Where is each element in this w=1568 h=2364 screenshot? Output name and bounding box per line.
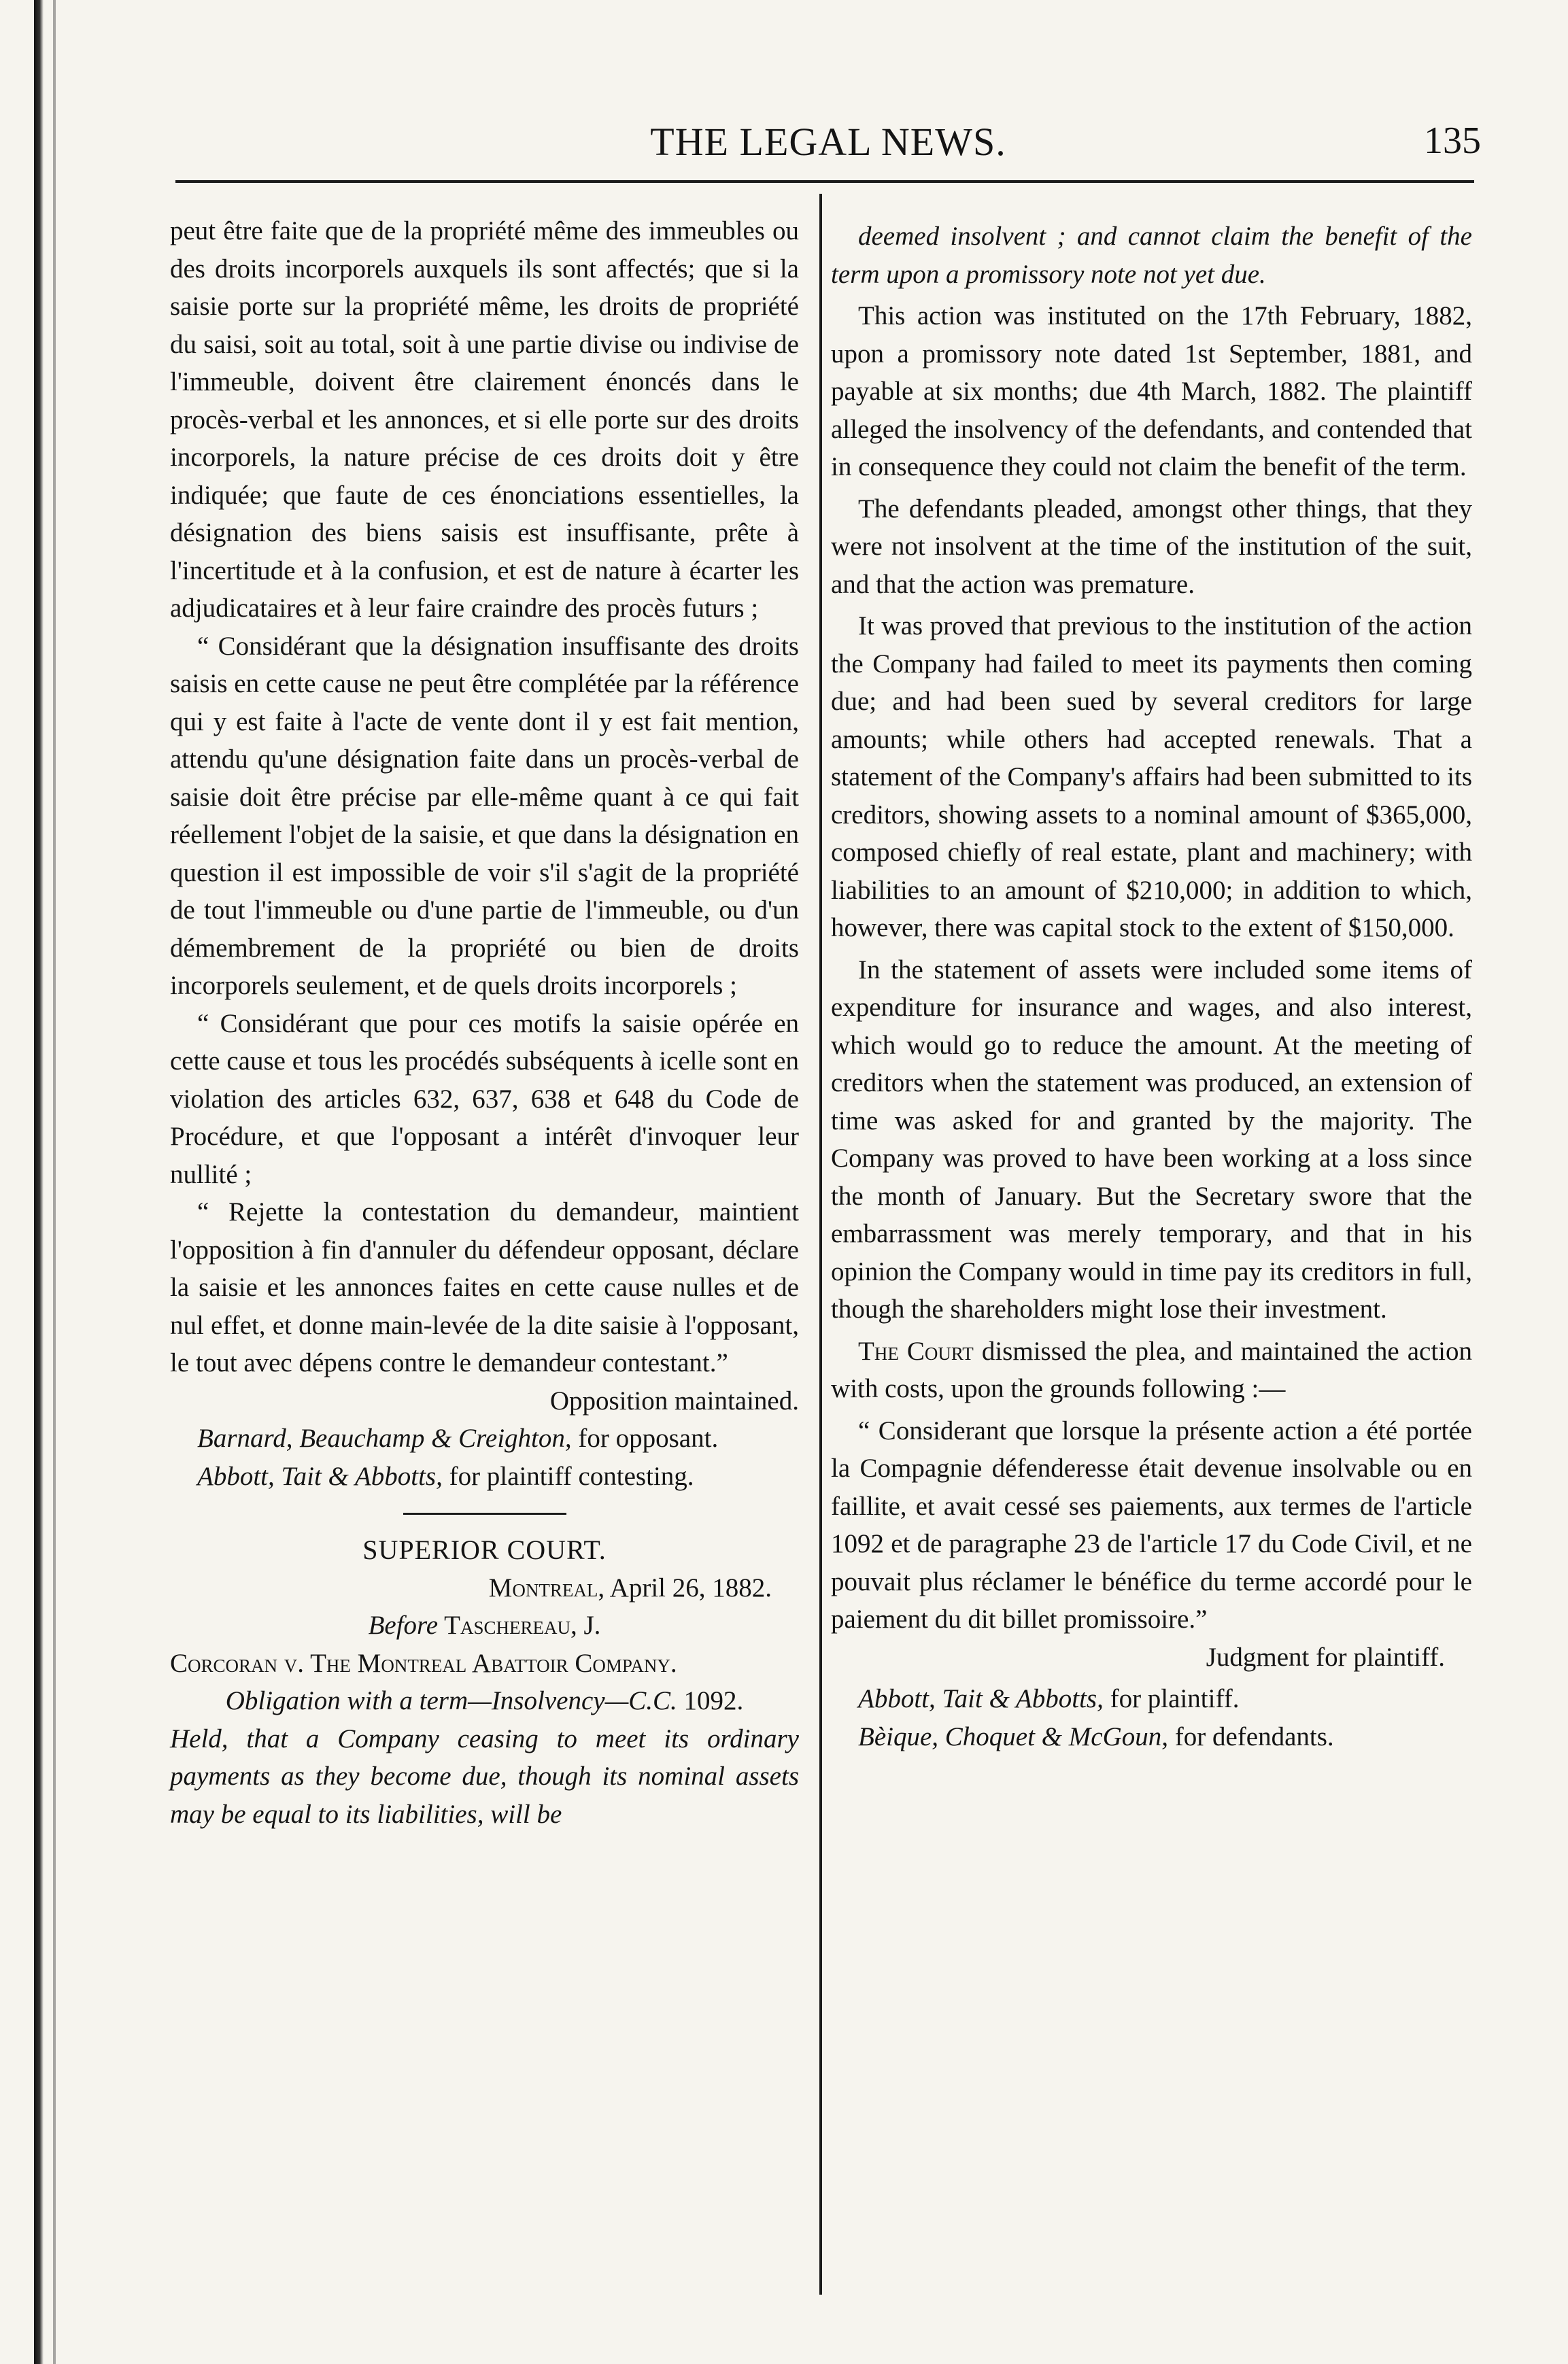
column-divider xyxy=(819,194,822,2295)
judge-name: Taschereau, J. xyxy=(438,1611,601,1640)
right-column xyxy=(831,218,1472,1755)
counsel-names: Barnard, Beauchamp & Creighton, xyxy=(197,1424,572,1453)
counsel-line xyxy=(170,1458,799,1496)
case-title: Corcoran v. The Montreal Abattoir Company. xyxy=(170,1648,677,1678)
counsel-role: for defendants. xyxy=(1168,1721,1334,1751)
paragraph: “ Rejette la contestation du demandeur, maintient l'opposition à fin d'annuler du défendeur opposant, déclare la saisie et les annonces faites en cette cause nulles et de nul effet, et donne main-levée de la dite saisie à l'opposant, le tout avec dépens contre le demandeur contestant.” xyxy=(170,1197,799,1377)
counsel-line xyxy=(831,1680,1472,1718)
paragraph: “ Considérant que pour ces motifs la saisie opérée en cette cause et tous les procédés subséquents à icelle sont en violation des articles 632, 637, 638 et 648 du Code de Procédure, et que l'opposant a intérêt d'invoquer leur nullité ; xyxy=(170,1008,799,1189)
counsel-names: Bèique, Choquet & McGoun, xyxy=(858,1721,1168,1751)
paragraph: In the statement of assets were included some items of expenditure for insurance and wages, and also interest, which would go to reduce the amount. At the meeting of creditors when the statement was produced, an extension of time was asked for and granted by the majority. The Company was proved to have been working at a loss since the month of January. But the Secretary swore that the embarrassment was merely temporary, and that in his opinion the Company would in time pay its creditors in full, though the shareholders might lose their investment. xyxy=(831,955,1472,1324)
journal-title: THE LEGAL NEWS. xyxy=(650,120,1006,164)
court-heading: SUPERIOR COURT. xyxy=(362,1535,607,1565)
counsel-role: for plaintiff. xyxy=(1103,1684,1240,1713)
paragraph: peut être faite que de la propriété même des immeubles ou des droits incorporels auxquels ils sont affectés; que si la saisie porte sur la propriété même, les droits de propriété du saisi, soit au total, soit à une partie divise ou indivise de l'immeuble, doivent être clairement énoncés dans le procès-verbal et les annonces, et si elle porte sur des droits incorporels, la nature précise de ces droits doit y être indiquée; que faute de ces énonciations essentielles, la désignation des biens saisis est insuffisante, prête à l'incertitude et à la confusion, et est de nature à écarter les adjudicataires et à leur faire craindre des procès futurs ; xyxy=(170,216,799,623)
held-summary-cont: deemed insolvent ; and cannot claim the benefit of the term upon a promissory note not yet due. xyxy=(831,222,1472,289)
judge-line xyxy=(170,1607,799,1645)
before-label: Before xyxy=(368,1611,439,1640)
counsel-role: for opposant. xyxy=(571,1424,719,1453)
place: Montreal, xyxy=(488,1573,605,1603)
paragraph: “ Considerant que lorsque la présente action a été portée la Compagnie défenderesse était devenue insolvable ou en faillite, et avait cessé ses paiements, aux termes de l'article 1092 et de paragraphe 23 de l'article 17 du Code Civil, et ne pouvait plus réclamer le bénéfice du terme accordé pour le paiement du dit billet promissoire.” xyxy=(831,1416,1472,1634)
held-label: Held, xyxy=(170,1724,228,1753)
paragraph: “ Considérant que la désignation insuffisante des droits saisis en cette cause ne peut être complétée par la référence qui y est faite à l'acte de vente dont il y est fait mention, attendu qu'une désignation faite dans un procès-verbal de saisie doit être précise par elle-même quant à ce qui fait réellement l'objet de la saisie, et que dans la désignation en question il est impossible de voir s'il s'agit de la propriété de tout l'immeuble ou d'une partie de l'immeuble, ou d'un démembrement de la propriété ou bien de droits incorporels seulement, et de quels droits incorporels ; xyxy=(170,631,799,1000)
case-subject xyxy=(170,1682,799,1720)
judgment: Judgment for plaintiff. xyxy=(1206,1642,1445,1672)
left-column xyxy=(170,212,799,1833)
paragraph: The defendants pleaded, amongst other things, that they were not insolvent at the time of the institution of the suit, and that the action was premature. xyxy=(831,494,1472,599)
header-rule xyxy=(175,180,1474,183)
paragraph xyxy=(831,1333,1472,1408)
court-label: The Court xyxy=(858,1336,974,1366)
place-date xyxy=(170,1569,799,1607)
section-divider xyxy=(403,1513,566,1515)
page-header xyxy=(175,119,1481,180)
paragraph-text: dismissed the plea, and maintained the action with costs, upon the grounds following :— xyxy=(831,1336,1472,1403)
case-result: Opposition maintained. xyxy=(549,1386,799,1416)
held-text: that a Company ceasing to meet its ordinary payments as they become due, though its nominal assets may be equal to its liabilities, will be xyxy=(170,1724,799,1829)
counsel-role: for plaintiff contesting. xyxy=(442,1461,694,1491)
counsel-names: Abbott, Tait & Abbotts, xyxy=(858,1684,1104,1713)
counsel-names: Abbott, Tait & Abbotts, xyxy=(197,1461,443,1491)
binding-edge xyxy=(34,0,44,2364)
paragraph: It was proved that previous to the institution of the action the Company had failed to meet its payments then coming due; and had been sued by several creditors for large amounts; while others had accepted renewals. That a statement of the Company's affairs had been submitted to its creditors, showing assets to a nominal amount of $365,000, composed chiefly of real estate, plant and machinery; with liabilities to an amount of $210,000; in addition to which, however, there was capital stock to the extent of $150,000. xyxy=(831,611,1472,942)
page-number: 135 xyxy=(1424,120,1481,162)
paragraph: This action was instituted on the 17th February, 1882, upon a promissory note dated 1st September, 1881, and payable at six months; due 4th March, 1882. The plaintiff alleged the insolvency of the defendants, and contended that in consequence they could not claim the benefit of the term. xyxy=(831,301,1472,481)
held-summary xyxy=(170,1720,799,1834)
subject-text: Obligation with a term—Insolvency—C.C. xyxy=(225,1686,677,1715)
counsel-line xyxy=(170,1420,799,1458)
subject-article: 1092. xyxy=(677,1686,744,1715)
date: April 26, 1882. xyxy=(604,1573,772,1603)
binding-shadow xyxy=(53,0,56,2364)
counsel-line xyxy=(831,1718,1472,1756)
